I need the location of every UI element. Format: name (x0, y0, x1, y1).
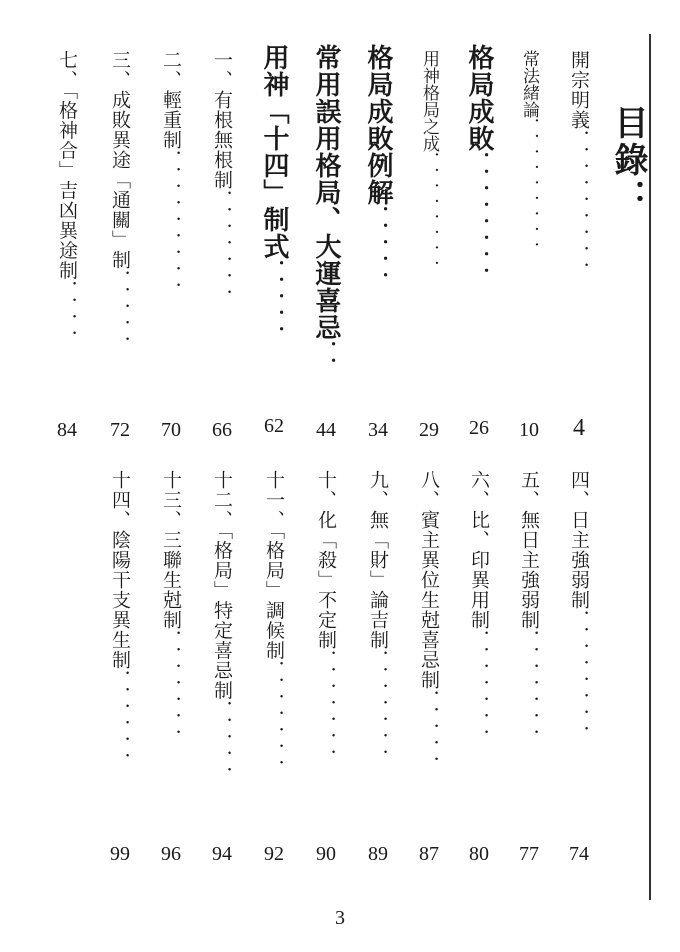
entry-title: 六、比、印異用制 (468, 470, 490, 630)
dot-leader: ．．．．． (211, 700, 233, 793)
toc-entry (151, 470, 191, 755)
toc-entry (100, 50, 140, 362)
dot-leader: ．．．．．．． (518, 630, 540, 755)
toc-entry (358, 470, 398, 775)
dot-leader: ．．．．．．．． (468, 152, 490, 294)
page-ref: 77 (519, 843, 539, 865)
entry-title: 十、化「殺」不定制 (315, 470, 337, 650)
dot-leader: ．．．． (56, 280, 78, 356)
entry-title: 用神格局之成 (419, 50, 439, 152)
entry-title: 四、日主強弱制 (568, 470, 590, 610)
entry-title: 十三、三聯生尅制 (160, 470, 182, 630)
page-ref: 96 (161, 843, 181, 865)
dot-leader: ．．．．．．． (211, 190, 233, 315)
entry-title: 開宗明義 (568, 50, 590, 130)
toc-heading: 目錄： (608, 105, 648, 216)
page-number: 3 (335, 907, 345, 929)
dot-leader: ．．．．．．．．． (519, 118, 539, 266)
page-ref: 44 (316, 419, 336, 441)
toc-entry (100, 470, 140, 779)
page-ref: 72 (110, 419, 130, 441)
dot-leader: ．． (315, 341, 337, 384)
dot-leader: ．．．．．．．．． (568, 130, 590, 288)
page-ref: 34 (368, 419, 388, 441)
dot-leader: ．．．．．．．．． (160, 150, 182, 308)
page-ref: 92 (264, 843, 284, 865)
page-ref: 4 (573, 415, 585, 441)
page-ref: 89 (368, 843, 388, 865)
dot-leader: ．．．．． (109, 270, 131, 362)
page-ref: 74 (569, 843, 589, 865)
dot-leader: ．．．．．． (109, 670, 131, 779)
dot-leader: ．．．．．．． (263, 660, 285, 786)
entry-title: 二、輕重制 (160, 50, 182, 150)
dot-leader: ．．．．．．． (468, 630, 490, 755)
toc-entry (202, 470, 242, 793)
toc-entry (509, 470, 549, 755)
page-ref: 90 (316, 843, 336, 865)
toc-entry (202, 50, 242, 315)
entry-title: 格局成敗例解 (363, 44, 393, 206)
entry-title: 三、成敗異途「通關」制 (109, 50, 131, 270)
dot-leader: ．．．．．．． (315, 650, 337, 775)
entry-title: 五、無日主強弱制 (518, 470, 540, 630)
entry-title: 一、有根無根制 (211, 50, 233, 190)
toc-entry (409, 470, 449, 782)
toc-entry (47, 50, 87, 356)
toc-entry (254, 470, 294, 786)
toc-entry (358, 44, 398, 298)
entry-title: 常用誤用格局、大運喜忌 (311, 44, 341, 341)
toc-entry (459, 44, 499, 294)
toc-entry (306, 470, 346, 775)
entry-title: 九、無「財」論吉制 (367, 470, 389, 650)
dot-leader: ．．．．． (263, 260, 285, 352)
page-ref: 26 (469, 417, 489, 439)
toc-entry (151, 50, 191, 308)
toc-entry (409, 50, 449, 285)
entry-title: 常法緒論 (519, 50, 539, 118)
dot-leader: ．．．．．．． (367, 650, 389, 775)
dot-leader: ．．．．．．．． (568, 610, 590, 752)
page-ref: 62 (264, 415, 284, 437)
toc-entry (559, 470, 599, 752)
entry-title: 十一、「格局」調候制 (263, 470, 285, 661)
dot-leader: ．．．．． (367, 206, 389, 298)
dot-leader: ．．．．．．．． (419, 152, 439, 285)
entry-title: 用神「十四」制式 (259, 44, 289, 260)
page-ref: 99 (110, 843, 130, 865)
dot-leader: ．．．．．．． (160, 630, 182, 755)
page-ref: 66 (212, 419, 232, 441)
page-ref: 87 (419, 843, 439, 865)
entry-title: 十二、「格局」特定喜忌制 (211, 470, 233, 701)
entry-title: 格局成敗 (464, 44, 494, 152)
entry-title: 八、賓主異位生尅喜忌制 (418, 470, 440, 690)
margin-rule (649, 34, 651, 900)
toc-entry (559, 50, 599, 288)
toc-entry (509, 50, 549, 266)
entry-title: 七、「格神合」吉凶異途制 (56, 50, 78, 281)
toc-entry (459, 470, 499, 755)
page-ref: 29 (419, 419, 439, 441)
entry-title: 十四、陰陽干支異生制 (109, 470, 131, 670)
page-ref: 70 (161, 419, 181, 441)
page-ref: 94 (212, 843, 232, 865)
page-ref: 80 (469, 843, 489, 865)
toc-entry (306, 44, 346, 384)
page-ref: 10 (519, 419, 539, 441)
page-ref: 84 (57, 419, 77, 441)
dot-leader: ．．．．． (418, 690, 440, 782)
toc-entry (254, 44, 294, 352)
